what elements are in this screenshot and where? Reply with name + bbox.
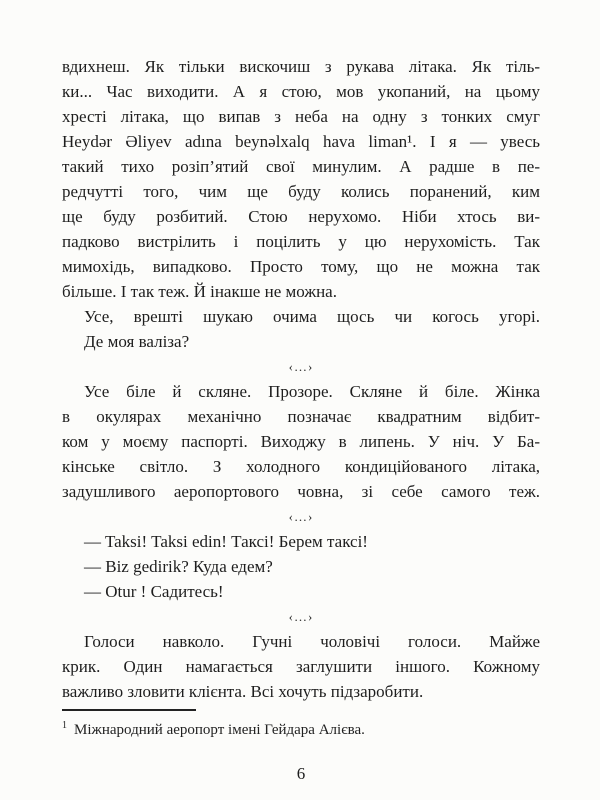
body-line: Усе, врешті шукаю очима щось чи когось угорі. bbox=[84, 307, 540, 326]
footnote-divider bbox=[62, 709, 196, 711]
body-line: такий тихо розіп’ятий свої минулим. А радше в пе- bbox=[62, 157, 540, 176]
footnote-marker: 1 bbox=[62, 720, 67, 731]
body-line: редчутті того, чим ще буду колись поранений, ким bbox=[62, 182, 540, 201]
body-line: ще буду розбитий. Стою нерухомо. Ніби хтось ви- bbox=[62, 207, 540, 226]
page-text bbox=[62, 54, 540, 786]
footnote bbox=[62, 715, 540, 741]
dialogue-line: — Biz gedirik? Куда едем? bbox=[84, 557, 273, 576]
body-line: крик. Один намагається заглушити іншого. Кожному bbox=[62, 657, 540, 676]
body-line: хресті літака, що випав з неба на одну з тонких смуг bbox=[62, 107, 540, 126]
paragraph-4 bbox=[62, 629, 540, 704]
paragraph-1 bbox=[62, 54, 540, 304]
paragraph-2 bbox=[62, 304, 540, 354]
dialogue-line: — Taksi! Taksi edin! Таксі! Берем таксі! bbox=[84, 532, 368, 551]
body-line: Усе біле й скляне. Прозоре. Скляне й біле. Жінка bbox=[84, 382, 540, 401]
body-line: падково вистрілить і поцілить у цю нерухомість. Так bbox=[62, 232, 540, 251]
dialogue-block bbox=[62, 529, 540, 604]
page-number: 6 bbox=[296, 764, 306, 783]
body-line: Heydər Əliyev adına beynəlxalq hava liman¹. І я — увесь bbox=[62, 132, 540, 151]
body-line: мимохідь, випадково. Просто тому, що не можна так bbox=[62, 257, 540, 276]
body-line: Де моя валіза? bbox=[84, 332, 190, 351]
body-line: важливо зловити клієнта. Всі хочуть підзаробити. bbox=[62, 682, 424, 701]
body-line: кінське світло. З холодного кондиційованого літака, bbox=[62, 457, 540, 476]
body-line: в окулярах механічно позначає квадратним відбит- bbox=[62, 407, 540, 426]
body-line: більше. І так теж. Й інакше не можна. bbox=[62, 282, 337, 301]
body-line: задушливого аеропортового човна, зі себе самого теж. bbox=[62, 482, 540, 501]
section-break: ‹…› bbox=[288, 359, 314, 374]
body-line: Голоси навколо. Гучні чоловічі голоси. Майже bbox=[84, 632, 540, 651]
body-line: ки... Час виходити. А я стою, мов укопаний, на цьому bbox=[62, 82, 540, 101]
body-line: ком у моєму паспорті. Виходжу в липень. У ніч. У Ба- bbox=[62, 432, 540, 451]
dialogue-line: — Otur ! Садитесь! bbox=[84, 582, 224, 601]
body-line: вдихнеш. Як тільки вискочиш з рукава літака. Як тіль- bbox=[62, 57, 540, 76]
footnote-text: Міжнародний аеропорт імені Гейдара Алієва. bbox=[74, 722, 365, 738]
paragraph-3 bbox=[62, 379, 540, 504]
section-break: ‹…› bbox=[288, 609, 314, 624]
section-break: ‹…› bbox=[288, 509, 314, 524]
